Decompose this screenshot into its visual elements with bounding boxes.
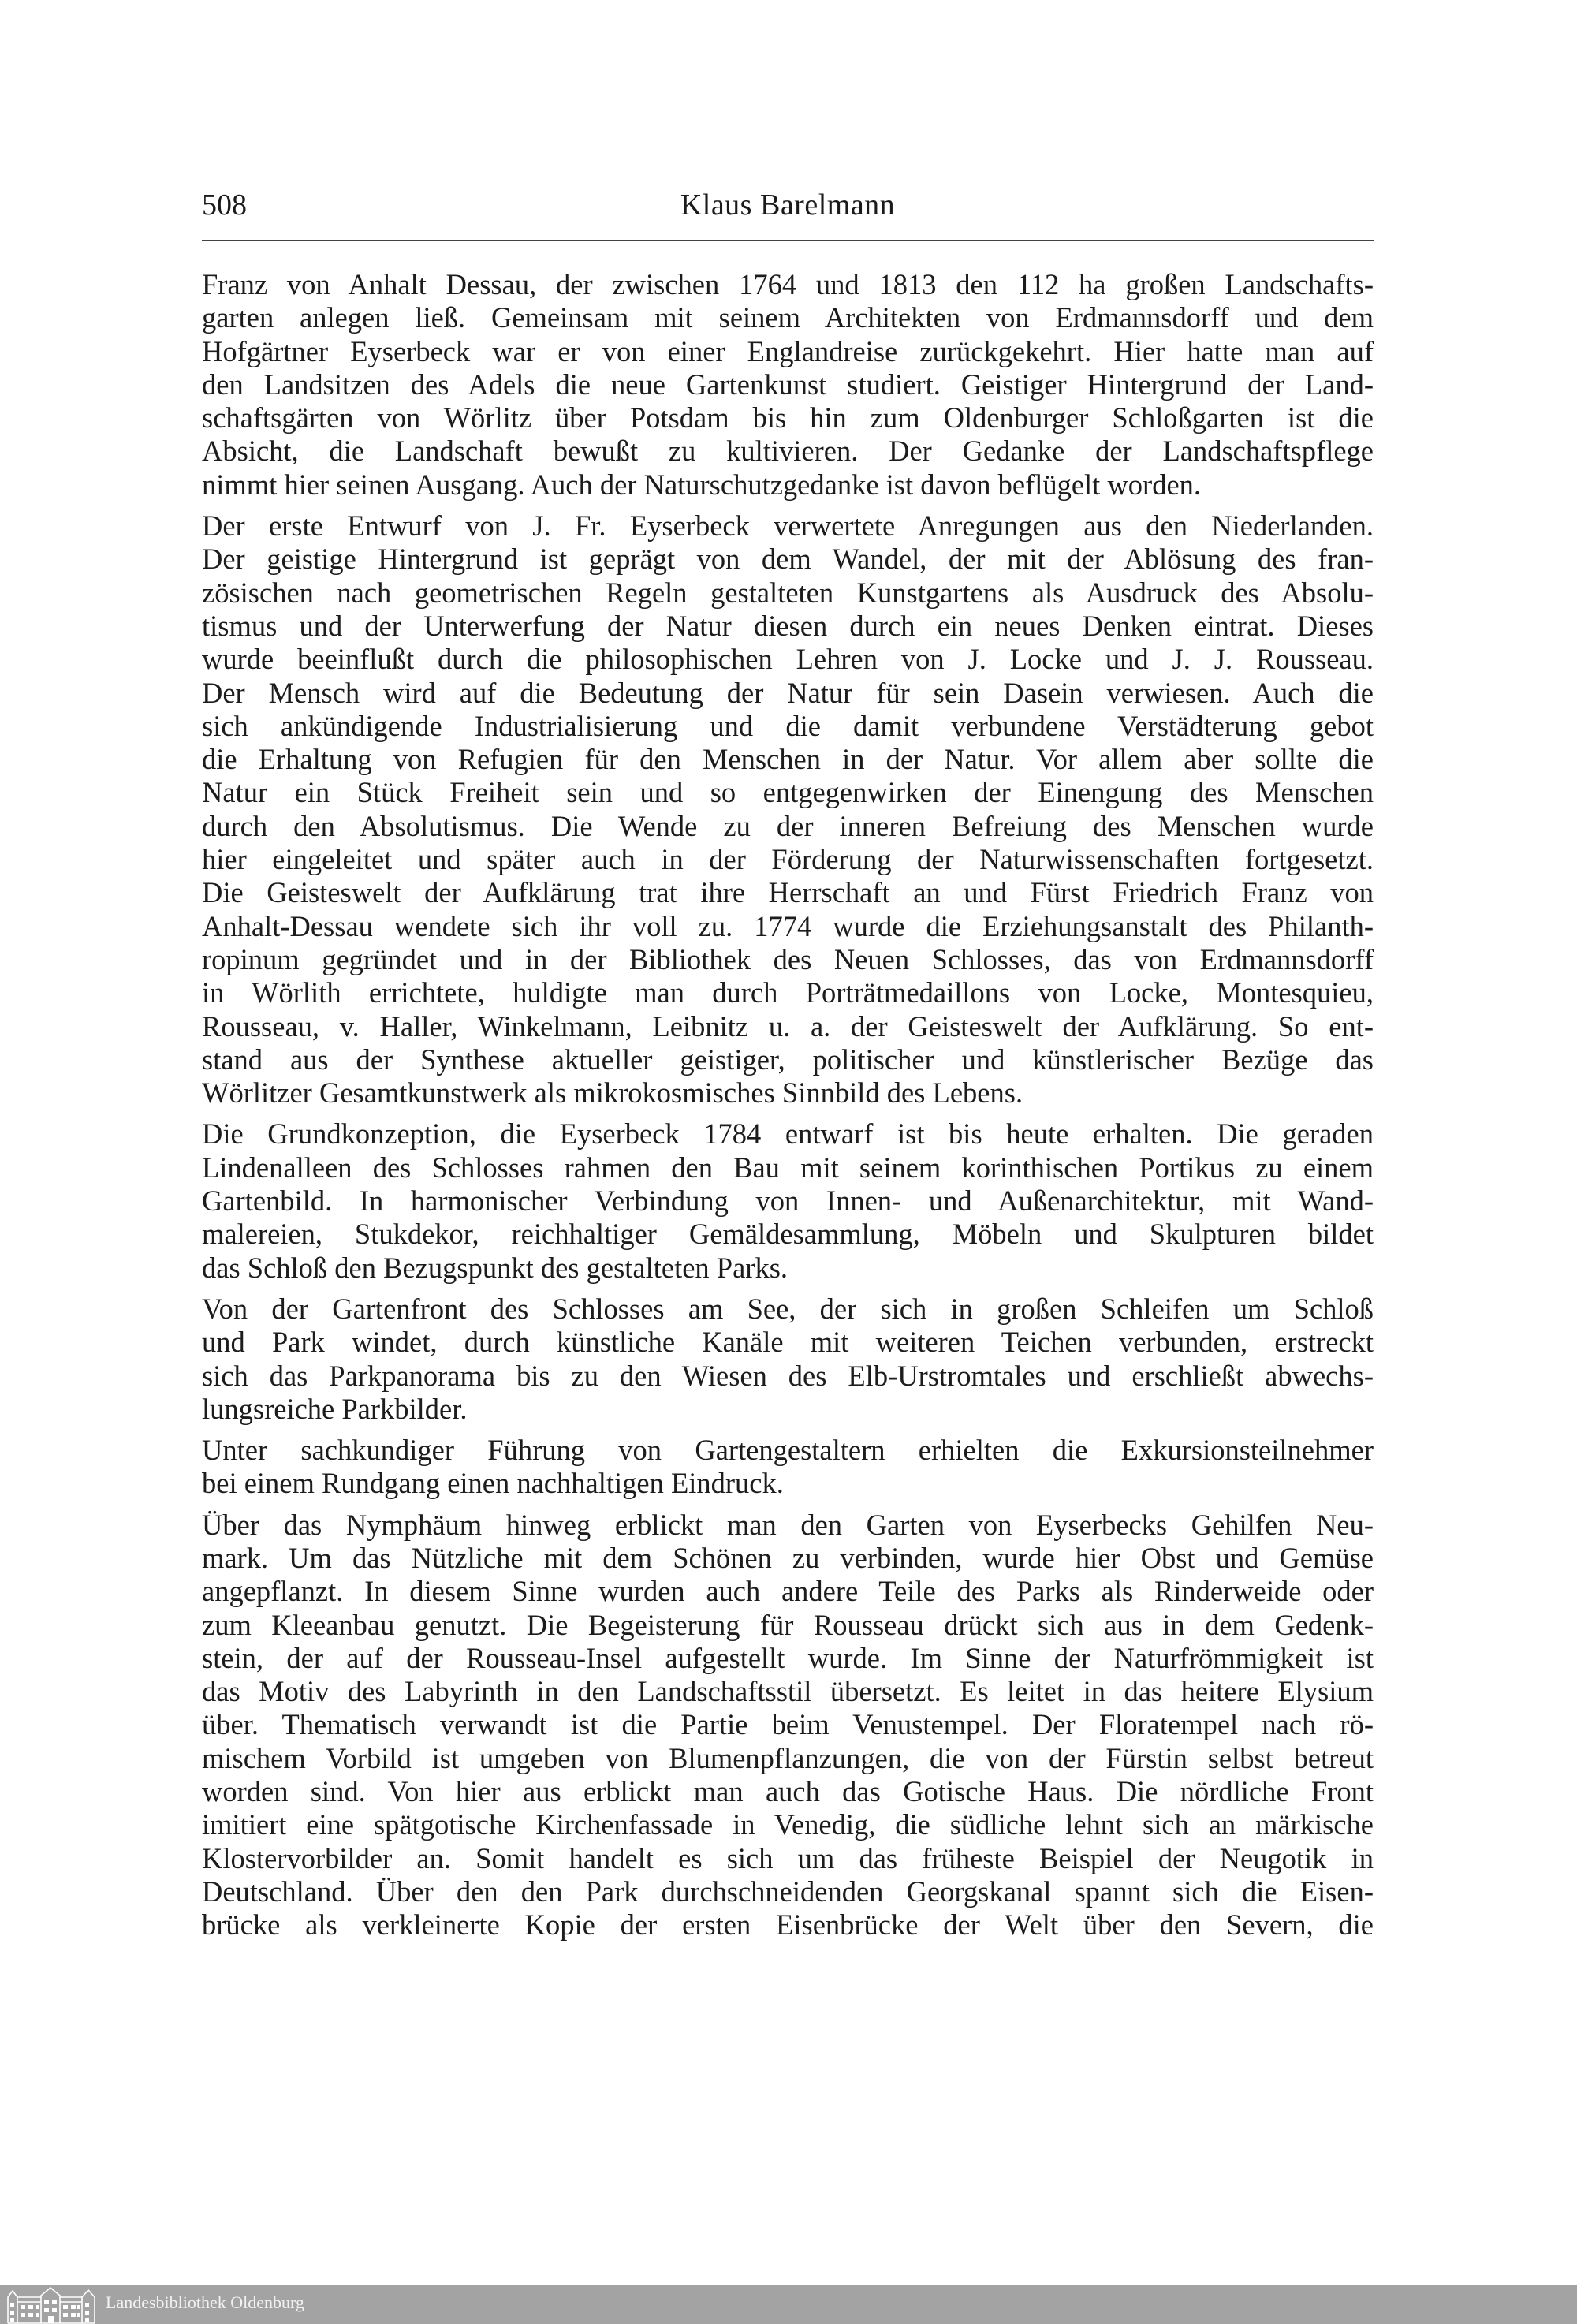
paragraph [202,509,1374,1110]
text-line: mischem Vorbild ist umgeben von Blumenpflanzungen, die von der Fürstin selbst betreut [202,1741,1374,1774]
text-line: das Schloß den Bezugspunkt des gestalteten Parks. [202,1251,788,1284]
paragraph [202,1293,1374,1426]
text-line: garten anlegen ließ. Gemeinsam mit seinem Architekten von Erdmannsdorff und dem [202,301,1374,334]
header-rule [202,240,1374,241]
text-line: Von der Gartenfront des Schlosses am See, der sich in großen Schleifen um Schloß [202,1292,1374,1325]
text-line: Über das Nymphäum hinweg erblickt man den Garten von Eyserbecks Gehilfen Neu- [202,1508,1374,1541]
text-line: den Landsitzen des Adels die neue Gartenkunst studiert. Geistiger Hintergrund der Land- [202,367,1374,401]
text-line: durch den Absolutismus. Die Wende zu der inneren Befreiung des Menschen wurde [202,809,1374,842]
text-line: Gartenbild. In harmonischer Verbindung von Innen- und Außenarchitektur, mit Wand- [202,1184,1374,1218]
text-line: sich ankündigende Industrialisierung und die damit verbundene Verstädterung gebot [202,709,1374,742]
page-header [202,188,1374,235]
text-line: stein, der auf der Rousseau-Insel aufgestellt wurde. Im Sinne der Naturfrömmigkeit ist [202,1641,1374,1674]
text-line: tismus und der Unterwerfung der Natur diesen durch ein neues Denken eintrat. Dieses [202,609,1374,642]
text-line: worden sind. Von hier aus erblickt man auch das Gotische Haus. Die nördliche Front [202,1775,1374,1808]
text-line: imitiert eine spätgotische Kirchenfassade in Venedig, die südliche lehnt sich an märkische [202,1808,1374,1841]
text-line: das Motiv des Labyrinth in den Landschaftsstil übersetzt. Es leitet in das heitere Elysium [202,1675,1374,1708]
text-line: Wörlitzer Gesamtkunstwerk als mikrokosmisches Sinnbild des Lebens. [202,1076,1023,1110]
text-line: sich das Parkpanorama bis zu den Wiesen des Elb-Urstromtales und erschließt abwechs- [202,1359,1374,1392]
body-text [202,268,1374,1950]
text-line: stand aus der Synthese aktueller geistiger, politischer und künstlerischer Bezüge das [202,1043,1374,1076]
text-line: über. Thematisch verwandt ist die Partie beim Venustempel. Der Floratempel nach rö- [202,1708,1374,1741]
text-line: in Wörlith errichtete, huldigte man durch Porträtmedaillons von Locke, Montesquieu, [202,976,1374,1009]
text-line: mark. Um das Nützliche mit dem Schönen zu verbinden, wurde hier Obst und Gemüse [202,1541,1374,1574]
text-line: nimmt hier seinen Ausgang. Auch der Naturschutzgedanke ist davon beflügelt worden. [202,468,1202,501]
text-line: wurde beeinflußt durch die philosophischen Lehren von J. Locke und J. J. Rousseau. [202,643,1374,676]
text-line: Der Mensch wird auf die Bedeutung der Natur für sein Dasein verwiesen. Auch die [202,676,1374,709]
text-line: zum Kleeanbau genutzt. Die Begeisterung für Rousseau drückt sich aus in dem Gedenk- [202,1608,1374,1641]
paragraph [202,268,1374,502]
text-line: Der erste Entwurf von J. Fr. Eyserbeck verwertete Anregungen aus den Niederlanden. [202,509,1374,543]
paragraph [202,1117,1374,1284]
page-number: 508 [202,188,247,222]
text-line: Natur ein Stück Freiheit sein und so entgegenwirken der Einengung des Menschen [202,776,1374,809]
library-name: Landesbibliothek Oldenburg [106,2292,304,2312]
text-line: brücke als verkleinerte Kopie der ersten Eisenbrücke der Welt über den Severn, die [202,1908,1374,1942]
text-line: ropinum gegründet und in der Bibliothek des Neuen Schlosses, das von Erdmannsdorff [202,942,1374,975]
text-line: Die Grundkonzeption, die Eyserbeck 1784 entwarf ist bis heute erhalten. Die geraden [202,1117,1374,1151]
text-line: Die Geisteswelt der Aufklärung trat ihre Herrschaft an und Fürst Friedrich Franz von [202,876,1374,909]
library-building-icon [5,2286,98,2324]
paragraph [202,1509,1374,1942]
text-line: die Erhaltung von Refugien für den Menschen in der Natur. Vor allem aber sollte die [202,743,1374,776]
text-line: malereien, Stukdekor, reichhaltiger Gemäldesammlung, Möbeln und Skulpturen bildet [202,1218,1374,1251]
text-line: Klostervorbilder an. Somit handelt es sich um das früheste Beispiel der Neugotik in [202,1841,1374,1874]
text-line: bei einem Rundgang einen nachhaltigen Eindruck. [202,1467,784,1500]
text-line: angepflanzt. In diesem Sinne wurden auch andere Teile des Parks als Rinderweide oder [202,1575,1374,1608]
text-line: schaftsgärten von Wörlitz über Potsdam bis hin zum Oldenburger Schloßgarten ist die [202,401,1374,435]
text-line: Rousseau, v. Haller, Winkelmann, Leibnitz u. a. der Geisteswelt der Aufklärung. So ent- [202,1009,1374,1043]
text-line: Der geistige Hintergrund ist geprägt von dem Wandel, der mit der Ablösung des fran- [202,543,1374,576]
paragraph [202,1434,1374,1501]
text-line: lungsreiche Parkbilder. [202,1392,468,1425]
text-line: Hofgärtner Eyserbeck war er von einer Englandreise zurückgekehrt. Hier hatte man auf [202,334,1374,367]
text-line: Anhalt-Dessau wendete sich ihr voll zu. 1774 wurde die Erziehungsanstalt des Philanth- [202,909,1374,942]
text-line: Franz von Anhalt Dessau, der zwischen 1764 und 1813 den 112 ha großen Landschafts- [202,268,1374,300]
running-head-author: Klaus Barelmann [680,188,896,222]
text-line: Unter sachkundiger Führung von Gartengestaltern erhielten die Exkursionsteilnehmer [202,1434,1374,1467]
footer-bar [0,2285,1577,2324]
text-line: Lindenalleen des Schlosses rahmen den Bau mit seinem korinthischen Portikus zu einem [202,1151,1374,1184]
text-line: und Park windet, durch künstliche Kanäle mit weiteren Teichen verbunden, erstreckt [202,1326,1374,1359]
text-line: zösischen nach geometrischen Regeln gestalteten Kunstgartens als Ausdruck des Absolu- [202,576,1374,609]
text-line: Absicht, die Landschaft bewußt zu kultivieren. Der Gedanke der Landschaftspflege [202,435,1374,468]
text-line: Deutschland. Über den den Park durchschneidenden Georgskanal spannt sich die Eisen- [202,1874,1374,1908]
text-line: hier eingeleitet und später auch in der Förderung der Naturwissenschaften fortgesetzt. [202,843,1374,876]
